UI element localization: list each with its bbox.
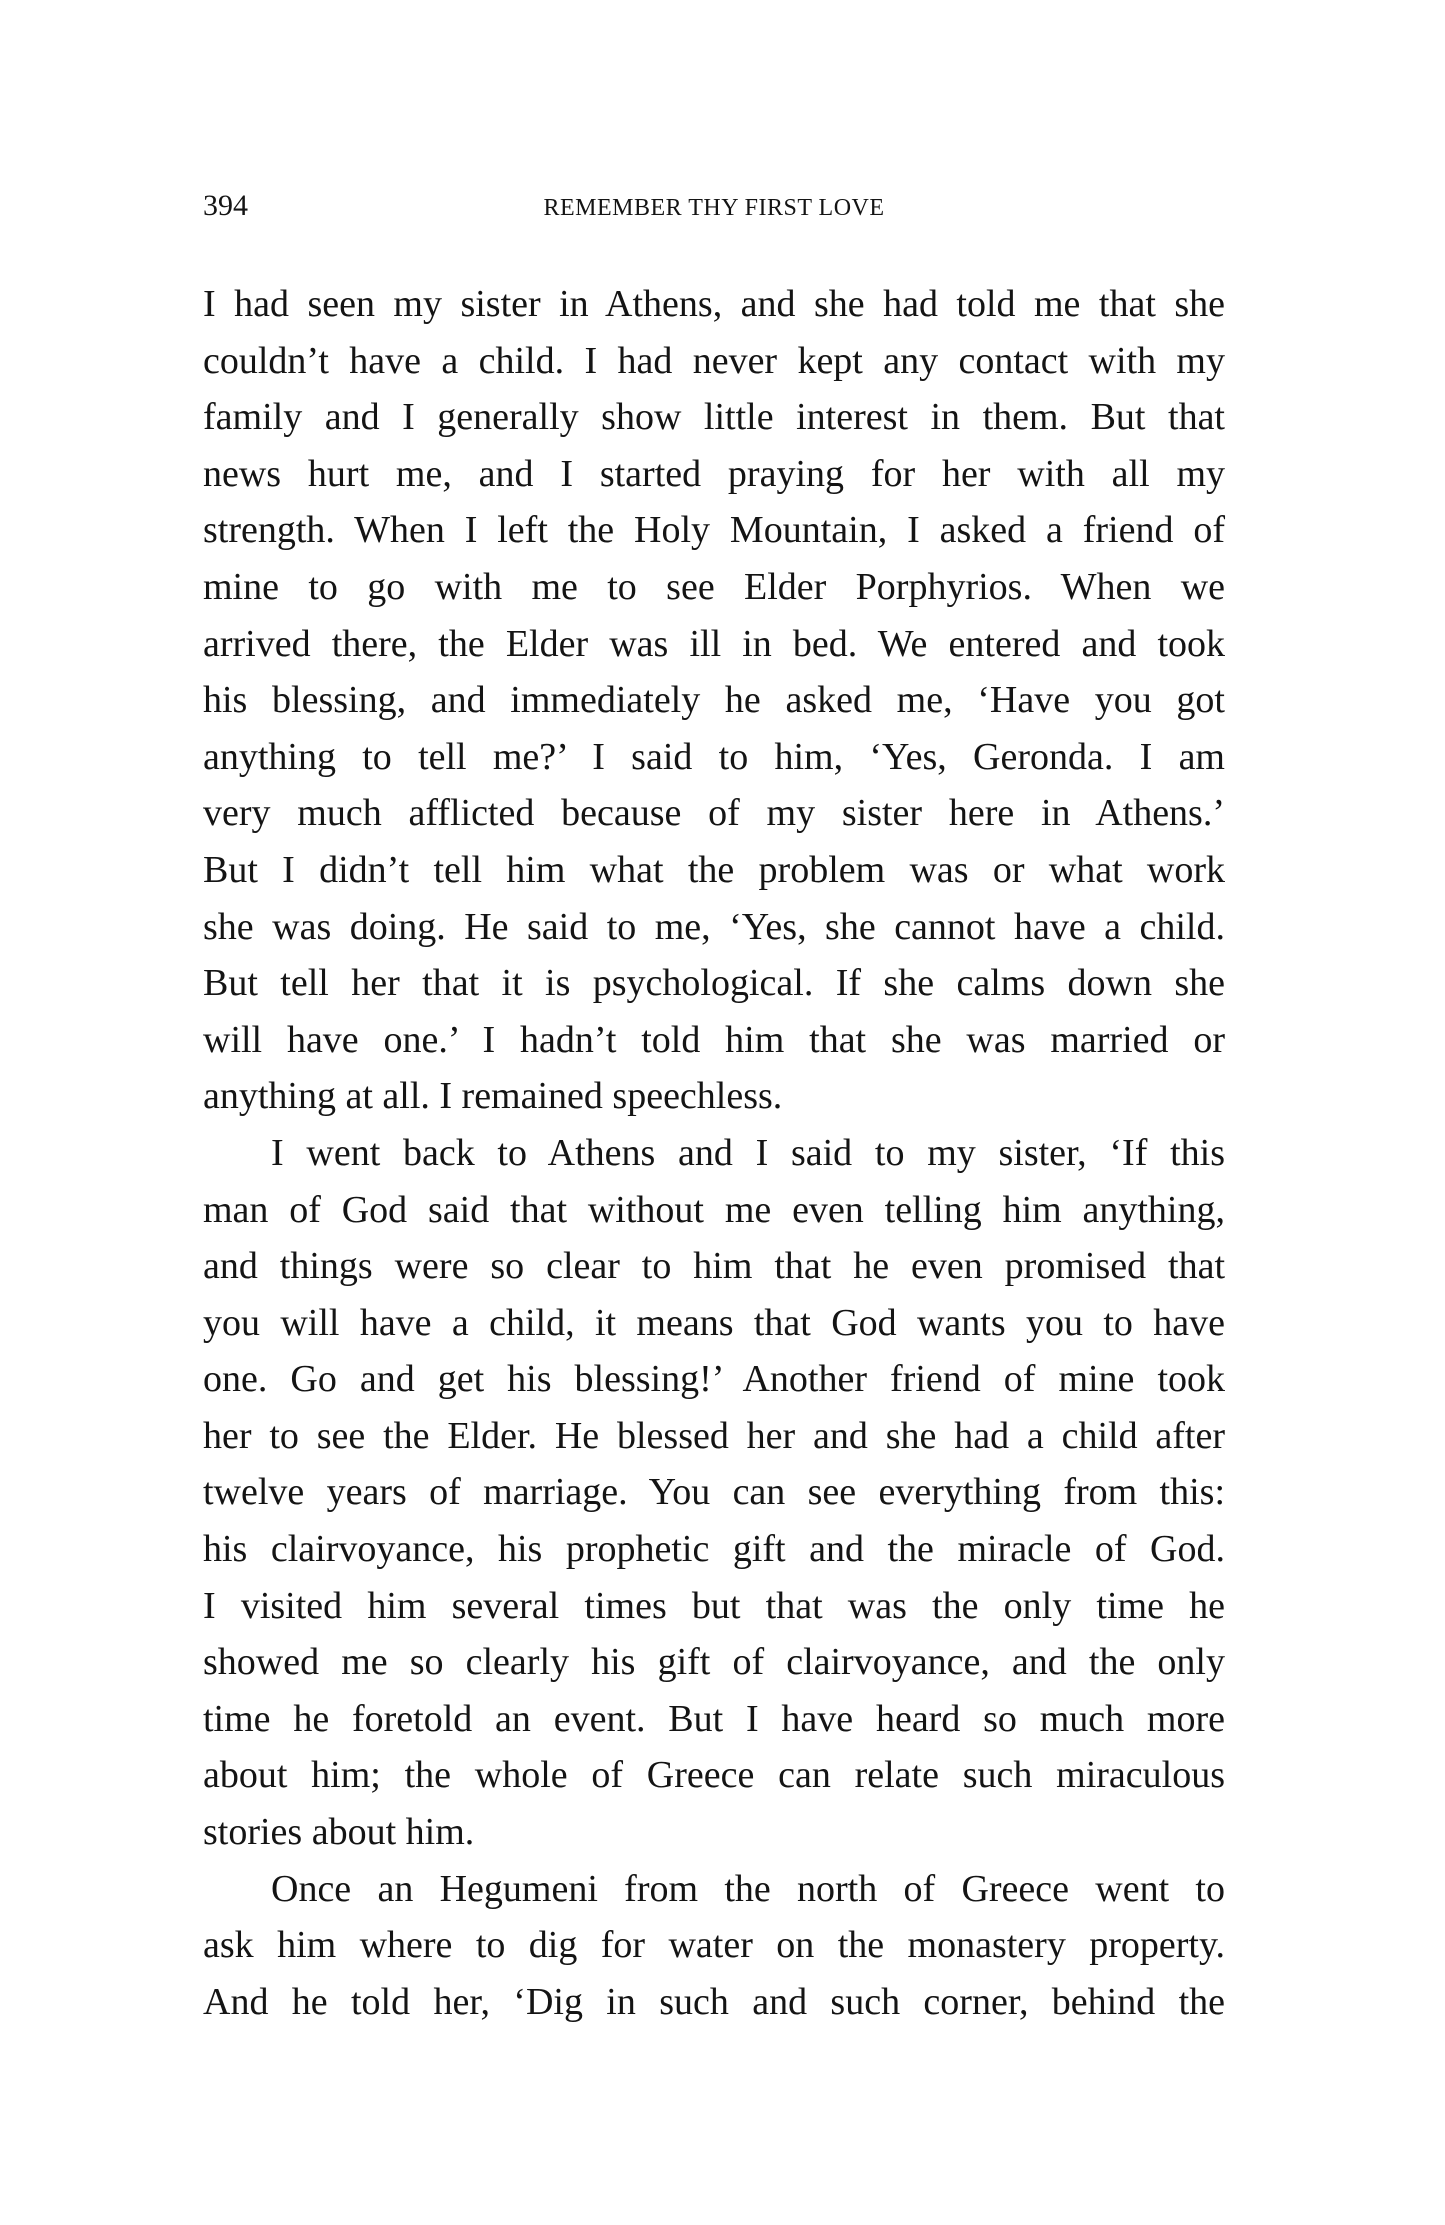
text-line: But tell her that it is psychological. If she calms down she — [203, 962, 1225, 1005]
text-line: one. Go and get his blessing!’ Another friend of mine took — [203, 1358, 1225, 1401]
text-line: arrived there, the Elder was ill in bed. We entered and took — [203, 622, 1225, 665]
text-line: and things were so clear to him that he even promised that — [203, 1245, 1225, 1288]
paragraph-2 — [203, 1125, 1225, 1861]
text-line: Once an Hegumeni from the north of Greece went to — [271, 1867, 1225, 1910]
text-line: mine to go with me to see Elder Porphyrios. When we — [203, 565, 1225, 608]
text-line: stories about him. — [203, 1811, 475, 1854]
text-line: about him; the whole of Greece can relate such miraculous — [203, 1754, 1225, 1797]
text-line: anything to tell me?’ I said to him, ‘Yes, Geronda. I am — [203, 735, 1225, 778]
text-line: I went back to Athens and I said to my sister, ‘If this — [271, 1131, 1225, 1174]
text-line: you will have a child, it means that God wants you to have — [203, 1301, 1225, 1344]
text-line: family and I generally show little interest in them. But that — [203, 396, 1225, 439]
paragraph-1 — [203, 276, 1225, 1125]
text-line: ask him where to dig for water on the monastery property. — [203, 1924, 1225, 1967]
body-text — [203, 276, 1225, 2030]
text-line: I visited him several times but that was the only time he — [203, 1584, 1225, 1627]
page-number: 394 — [203, 189, 248, 222]
running-head — [203, 186, 1225, 226]
paragraph-3 — [203, 1861, 1225, 2031]
text-line: And he told her, ‘Dig in such and such corner, behind the — [203, 1980, 1225, 2023]
book-title: REMEMBER THY FIRST LOVE — [543, 195, 885, 221]
text-line: couldn’t have a child. I had never kept any contact with my — [203, 339, 1225, 382]
text-line: news hurt me, and I started praying for her with all my — [203, 452, 1225, 495]
text-line: she was doing. He said to me, ‘Yes, she cannot have a child. — [203, 905, 1225, 948]
text-line: time he foretold an event. But I have heard so much more — [203, 1697, 1225, 1740]
text-line: I had seen my sister in Athens, and she had told me that she — [203, 283, 1225, 325]
text-line: showed me so clearly his gift of clairvoyance, and the only — [203, 1641, 1225, 1684]
text-line: his clairvoyance, his prophetic gift and the miracle of God. — [203, 1528, 1225, 1571]
text-line: her to see the Elder. He blessed her and she had a child after — [203, 1414, 1225, 1457]
text-line: his blessing, and immediately he asked me, ‘Have you got — [203, 679, 1225, 722]
text-line: man of God said that without me even telling him anything, — [203, 1188, 1225, 1231]
text-line: anything at all. I remained speechless. — [203, 1075, 783, 1118]
text-line: will have one.’ I hadn’t told him that she was married or — [203, 1018, 1225, 1061]
text-line: very much afflicted because of my sister here in Athens.’ — [203, 792, 1225, 835]
text-line: twelve years of marriage. You can see everything from this: — [203, 1471, 1225, 1514]
text-line: strength. When I left the Holy Mountain, I asked a friend of — [203, 509, 1225, 552]
text-line: But I didn’t tell him what the problem was or what work — [203, 848, 1225, 891]
